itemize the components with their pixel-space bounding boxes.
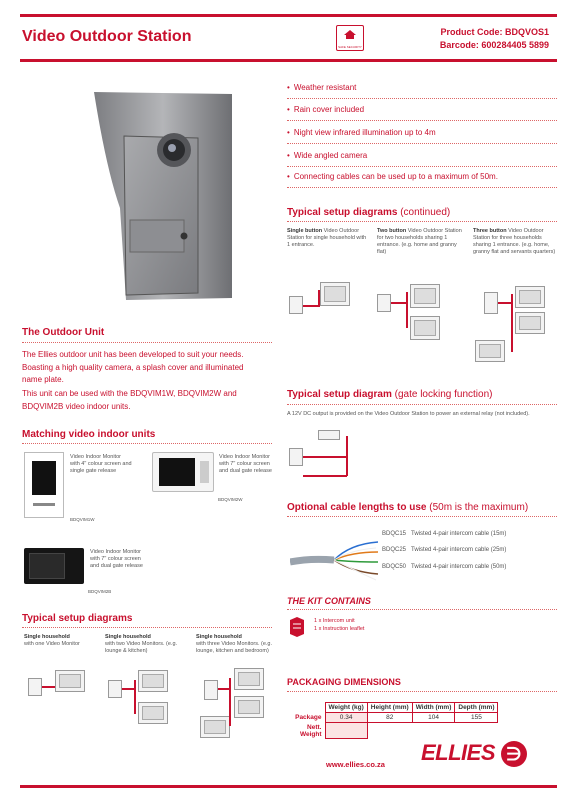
outdoor-unit-paragraph-2: This unit can be used with the BDQVIM1W, BDQVIM2W and BDQVIM2B video indoor units.: [22, 389, 237, 411]
feature-item: • Wide angled camera: [287, 151, 367, 160]
unit-desc: Video Indoor Monitor with 7" colour screen and dual gate release: [219, 454, 272, 474]
row-label: Nett. Weight: [299, 723, 322, 738]
gate-heading: Typical setup diagram (gate locking function): [287, 389, 493, 400]
outdoor-unit-heading: The Outdoor Unit: [22, 327, 105, 338]
continued-col-two: Two button Video Outdoor Station for two households sharing 1 entrance. (e.g. home and granny flat): [377, 228, 462, 255]
feature-item: • Weather resistant: [287, 83, 356, 92]
monitor-diagram: [515, 286, 545, 308]
kit-heading: THE KIT CONTAINS: [287, 596, 371, 606]
product-code: Product Code: BDQVOS1: [440, 27, 549, 37]
packaging-table: [287, 702, 498, 739]
unit-desc: Video Indoor Monitor with 4" colour screen and single gate release: [70, 454, 132, 474]
feature-item: • Night view infrared illumination up to 4m: [287, 128, 436, 137]
unit-desc: Video Indoor Monitor with 7" colour screen and dual gate release: [90, 549, 143, 569]
monitor-diagram: [320, 282, 350, 306]
monitor-diagram: [410, 284, 440, 308]
packaging-heading: PACKAGING DIMENSIONS: [287, 677, 401, 687]
outdoor-station-diagram: [289, 296, 303, 314]
cables-heading: Optional cable lengths to use (50m is the maximum): [287, 502, 529, 513]
header-underline: [20, 59, 557, 62]
continued-heading: Typical setup diagrams (continued): [287, 207, 451, 218]
unit-code: BDQVIM2W: [218, 497, 243, 502]
continued-col-three: Three button Video Outdoor Station for three households sharing 1 entrance. (e.g. home, granny flat and servants quarters): [473, 228, 556, 255]
setup-heading: Typical setup diagrams: [22, 613, 133, 624]
col-header: Depth (mm): [455, 703, 498, 713]
kit-item: 1 x Intercom unit: [314, 618, 355, 624]
table-cell: 82: [367, 713, 412, 723]
feature-item: • Connecting cables can be used up to a maximum of 50m.: [287, 172, 498, 181]
continued-col-single: Single button Video Outdoor Station for single household with 1 entrance.: [287, 228, 367, 248]
house-icon: [343, 29, 357, 40]
unit-code: BDQVIM1W: [70, 517, 95, 522]
table-cell: 104: [412, 713, 455, 723]
page-title: Video Outdoor Station: [22, 28, 192, 45]
gate-text: A 12V DC output is provided on the Video Outdoor Station to power an external relay (not included).: [287, 411, 530, 417]
monitor-diagram: [475, 340, 505, 362]
table-cell: [325, 723, 367, 739]
setup-col-one: Single household with one Video Monitor: [24, 634, 80, 647]
monitor-bdqvim2w-image: [152, 452, 214, 492]
matching-heading: Matching video indoor units: [22, 429, 156, 440]
feature-item: • Rain cover included: [287, 105, 364, 114]
setup-col-three: Single household with three Video Monitors. (e.g. lounge, kitchen and bedroom): [196, 634, 273, 654]
ellies-e-icon: ∋: [501, 741, 527, 767]
kit-icon: [288, 616, 306, 638]
monitor-diagram: [515, 312, 545, 334]
col-header: Weight (kg): [325, 703, 367, 713]
outdoor-station-diagram: [377, 294, 391, 312]
row-label: Package: [295, 714, 322, 721]
table-cell: 155: [455, 713, 498, 723]
table-cell: 0.34: [325, 713, 367, 723]
monitor-bdqvim2b-image: [24, 548, 84, 584]
cable-item: BDQC50 Twisted 4-pair intercom cable (50m): [382, 564, 507, 570]
unit-code: BDQVIM2B: [88, 589, 112, 594]
website-link[interactable]: www.ellies.co.za: [326, 760, 385, 769]
barcode: Barcode: 600284405 5899: [439, 40, 549, 50]
kit-item: 1 x Instruction leaflet: [314, 626, 365, 632]
product-photo: [86, 88, 236, 308]
outdoor-unit-paragraph: The Ellies outdoor unit has been developed to suit your needs. Boasting a high quality camera, a splash cover and illuminated name plate.: [22, 350, 244, 384]
monitor-bdqvim1w-image: [24, 452, 64, 518]
col-header: Height (mm): [367, 703, 412, 713]
bottom-rule: [20, 785, 557, 788]
ellies-logo: ELLIES ∋: [421, 740, 527, 767]
setup-col-two: Single household with two Video Monitors. (e.g. lounge & kitchen): [105, 634, 178, 654]
outdoor-station-diagram: [484, 292, 498, 314]
cable-image: [290, 536, 380, 586]
top-rule: [20, 14, 557, 17]
cable-item: BDQC25 Twisted 4-pair intercom cable (25m): [382, 547, 507, 553]
col-header: Width (mm): [412, 703, 455, 713]
monitor-diagram: [410, 316, 440, 340]
cable-item: BDQC15 Twisted 4-pair intercom cable (15m): [382, 531, 507, 537]
safe-security-badge: [336, 25, 364, 51]
badge-text: SAFE SECURITY: [338, 45, 362, 49]
